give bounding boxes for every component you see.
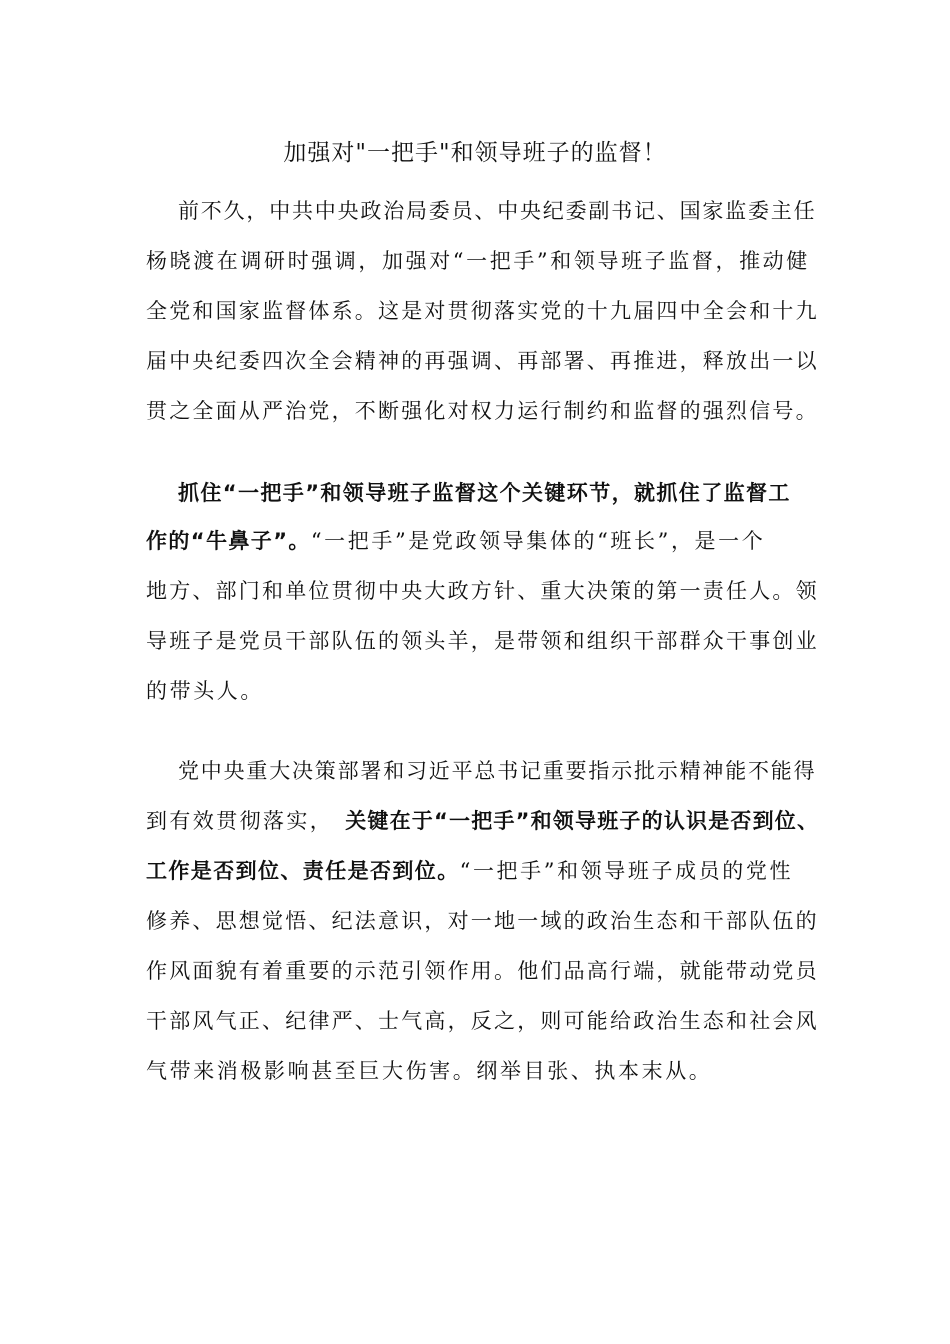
document-title: 加强对"一把手"和领导班子的监督！ xyxy=(283,140,667,166)
paragraph-2-bold-lead: 抓住“一把手”和领导班子监督这个关键环节，就抓住了监督工 xyxy=(178,481,791,505)
paragraph-3-bold-key-end: 工作是否到位、责任是否到位。 xyxy=(146,859,460,883)
paragraph-1-line-5: 贯之全面从严治党，不断强化对权力运行制约和监督的强烈信号。 xyxy=(146,399,819,423)
paragraph-1-line-2: 杨晓渡在调研时强调，加强对“一把手”和领导班子监督，推动健 xyxy=(146,249,810,273)
paragraph-3-bold-key: 关键在于“一把手”和领导班子的认识是否到位、 xyxy=(345,809,820,833)
paragraph-2-line-2-text: “一把手”是党政领导集体的“班长”，是一个 xyxy=(310,529,766,553)
paragraph-3-line-2-text: 到有效贯彻落实， xyxy=(146,809,334,833)
paragraph-3-line-4: 修养、思想觉悟、纪法意识，对一地一域的政治生态和干部队伍的 xyxy=(146,909,819,933)
paragraph-2-line-2 xyxy=(146,526,765,556)
paragraph-3-line-7: 气带来消极影响甚至巨大伤害。纲举目张、执本末从。 xyxy=(146,1059,713,1083)
paragraph-2-line-5: 的带头人。 xyxy=(146,679,264,703)
paragraph-2-line-4: 导班子是党员干部队伍的领头羊，是带领和组织干部群众干事创业 xyxy=(146,629,819,653)
paragraph-3-line-6: 干部风气正、纪律严、士气高，反之，则可能给政治生态和社会风 xyxy=(146,1009,819,1033)
paragraph-1-line-4: 届中央纪委四次全会精神的再强调、再部署、再推进，释放出一以 xyxy=(146,349,819,373)
paragraph-2-line-3: 地方、部门和单位贯彻中央大政方针、重大决策的第一责任人。领 xyxy=(146,579,819,603)
paragraph-3-line-5: 作风面貌有着重要的示范引领作用。他们品高行端，就能带动党员 xyxy=(146,959,819,983)
paragraph-1-line-1: 前不久，中共中央政治局委员、中央纪委副书记、国家监委主任 xyxy=(178,199,817,223)
paragraph-3-line-1: 党中央重大决策部署和习近平总书记重要指示批示精神能不能得 xyxy=(178,759,817,783)
paragraph-2-line-1 xyxy=(178,478,791,508)
paragraph-3-line-2 xyxy=(146,806,819,836)
paragraph-3-line-3 xyxy=(146,856,793,886)
paragraph-1-line-3: 全党和国家监督体系。这是对贯彻落实党的十九届四中全会和十九 xyxy=(146,299,819,323)
paragraph-3-line-3-text: “一把手”和领导班子成员的党性 xyxy=(459,859,794,883)
paragraph-2-bold-lead-end: 作的“牛鼻子”。 xyxy=(146,529,311,553)
